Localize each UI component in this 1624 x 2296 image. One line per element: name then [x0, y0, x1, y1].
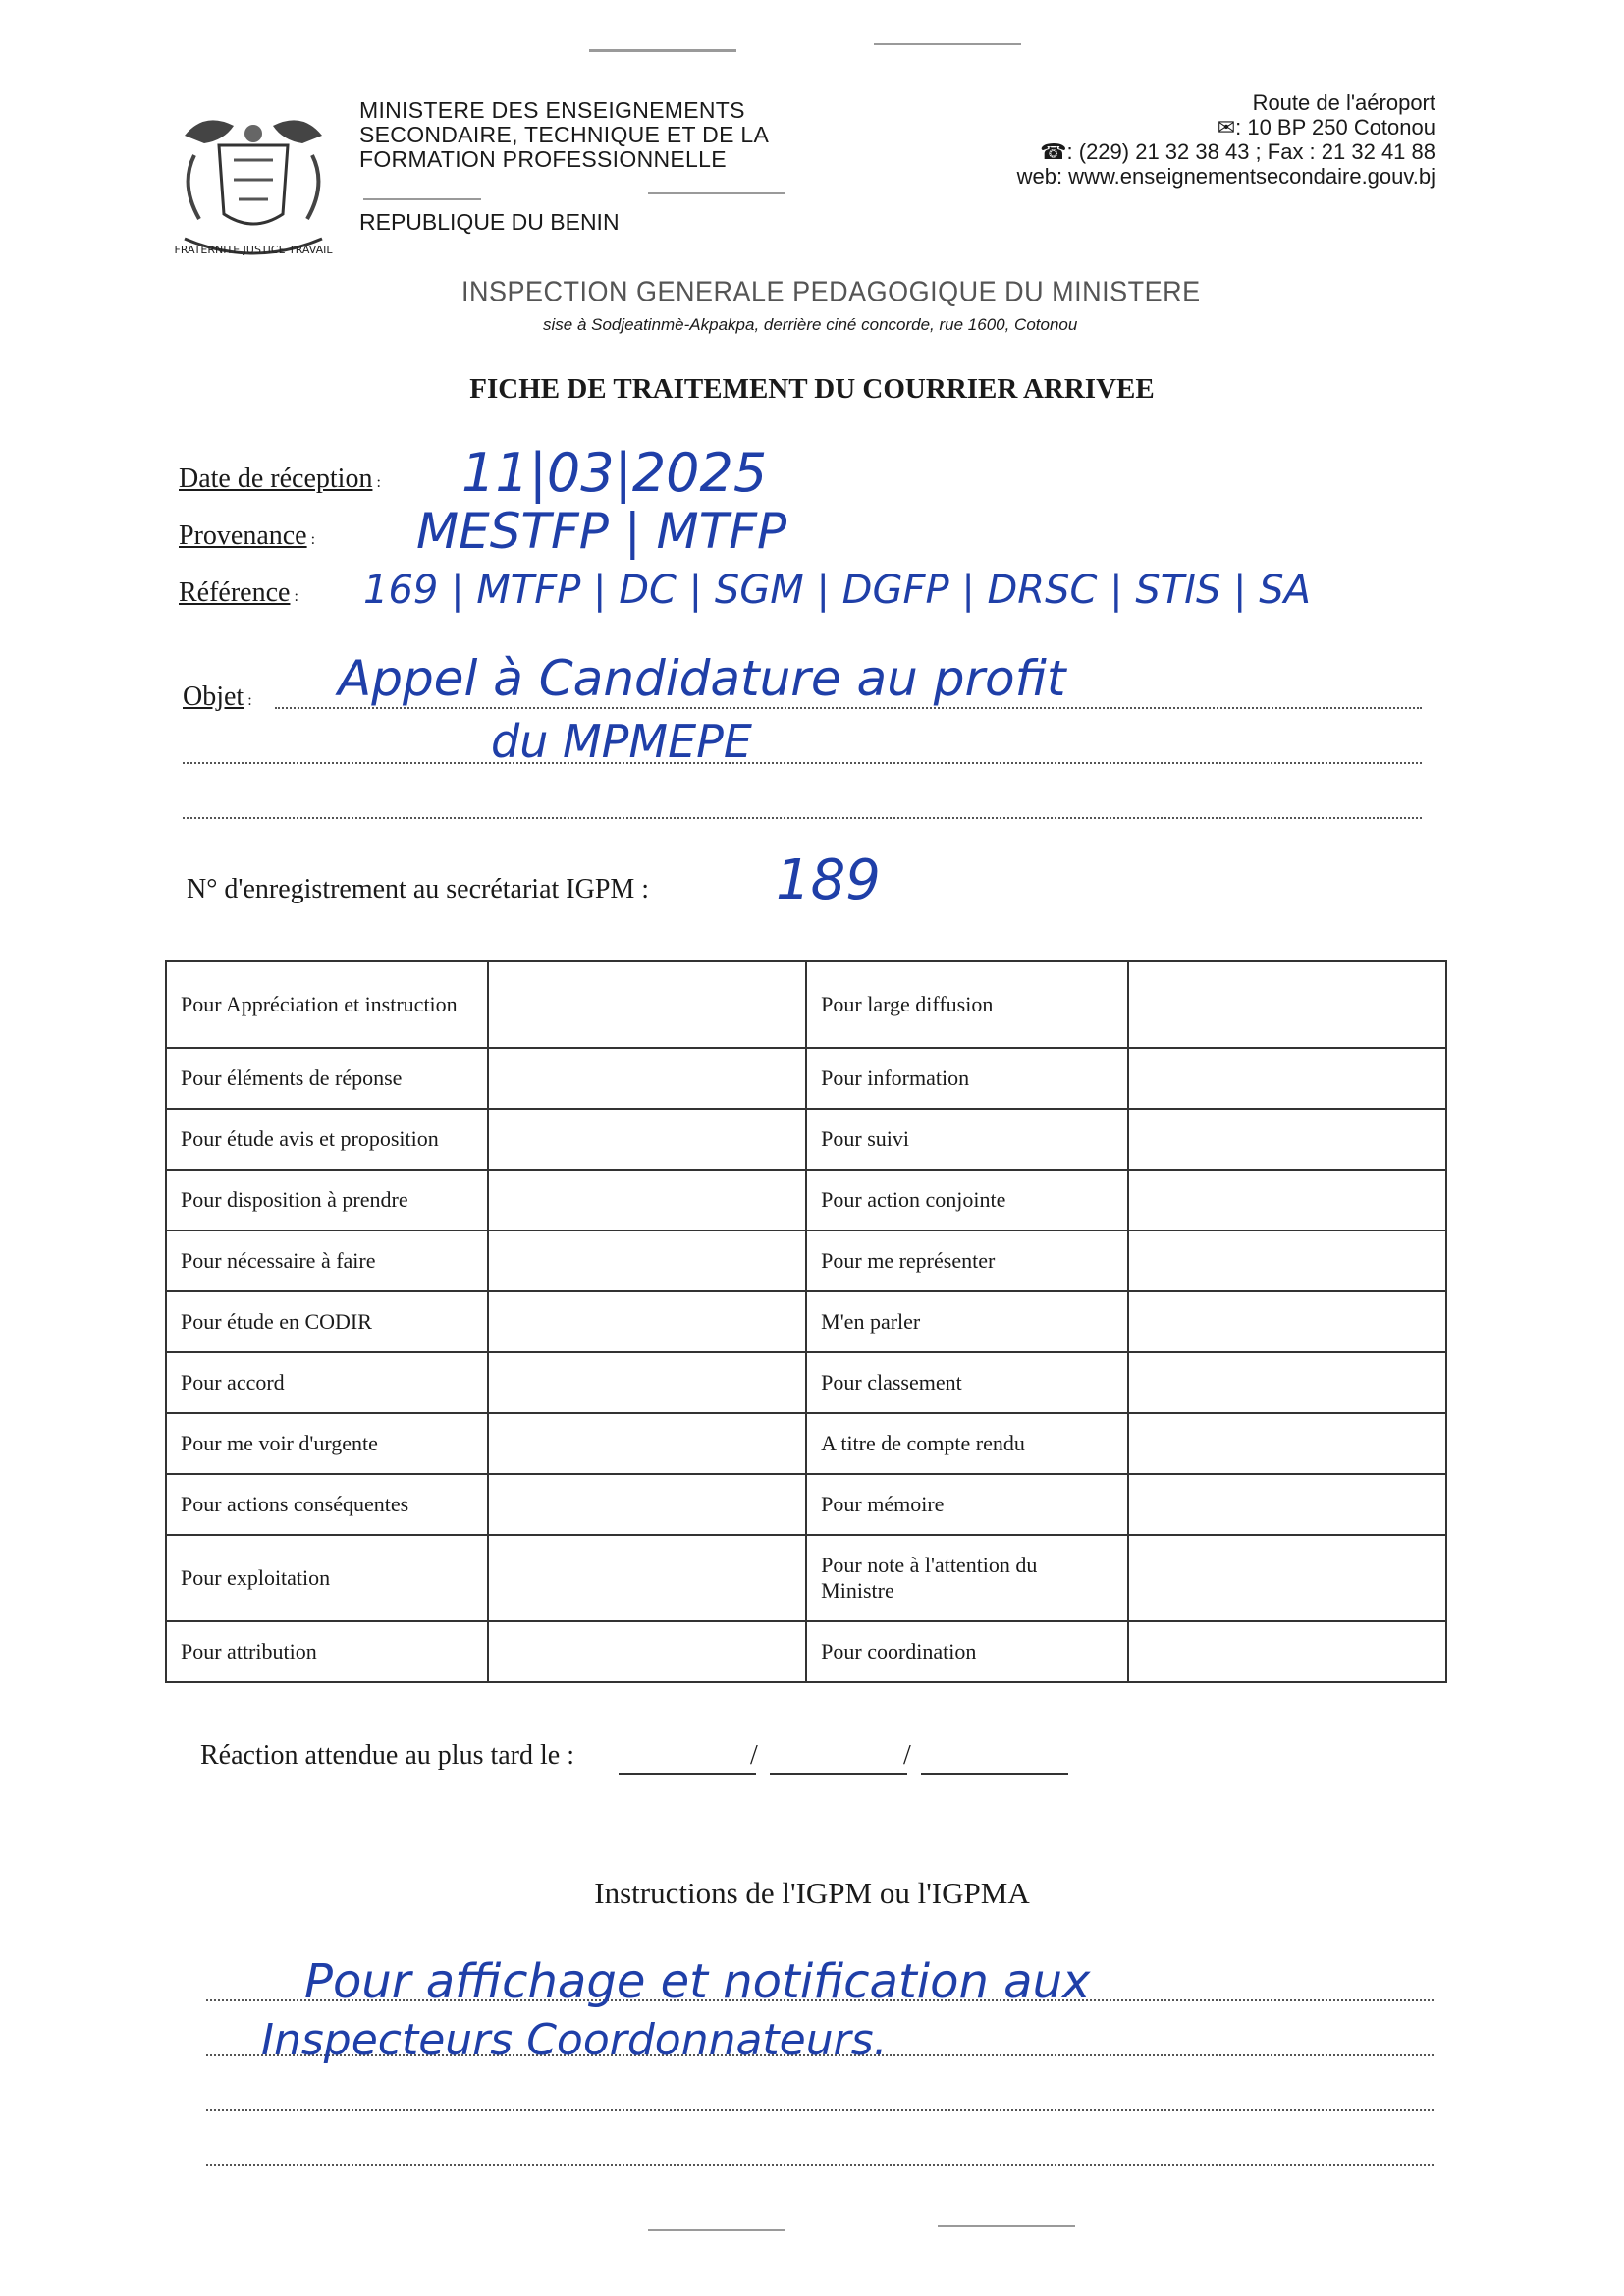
routing-checkbox[interactable] [488, 1535, 806, 1621]
routing-option-label: Pour accord [166, 1352, 488, 1413]
instructions-value: Inspecteurs Coordonnateurs. [261, 2015, 888, 2065]
routing-option-label: Pour éléments de réponse [166, 1048, 488, 1109]
ministry-line: FORMATION PROFESSIONNELLE [359, 146, 727, 172]
routing-option-label: Pour classement [806, 1352, 1128, 1413]
routing-checkbox[interactable] [1128, 1621, 1446, 1682]
republic-name: REPUBLIQUE DU BENIN [359, 209, 620, 235]
phone-icon: ☎ [1040, 139, 1067, 164]
reaction-year-field[interactable] [921, 1773, 1068, 1775]
routing-option-label: Pour note à l'attention du Ministre [806, 1535, 1128, 1621]
objet-value: du MPMEPE [491, 715, 752, 768]
routing-row [166, 1535, 1446, 1621]
routing-option-label: Pour action conjointe [806, 1170, 1128, 1230]
date-separator: / [903, 1740, 911, 1771]
routing-checkbox[interactable] [1128, 1535, 1446, 1621]
routing-checkbox[interactable] [1128, 1291, 1446, 1352]
routing-option-label: Pour étude avis et proposition [166, 1109, 488, 1170]
instructions-line [206, 2164, 1434, 2166]
routing-option-label: Pour nécessaire à faire [166, 1230, 488, 1291]
routing-option-label: Pour mémoire [806, 1474, 1128, 1535]
reaction-day-field[interactable] [619, 1773, 756, 1775]
routing-checkbox[interactable] [488, 1413, 806, 1474]
routing-checkbox[interactable] [488, 961, 806, 1048]
routing-checkbox[interactable] [488, 1352, 806, 1413]
provenance-label: Provenance : [179, 520, 316, 551]
instructions-value: Pour affichage et notification aux [304, 1954, 1091, 2009]
scan-mark [938, 2225, 1075, 2227]
reaction-label: Réaction attendue au plus tard le : [200, 1740, 574, 1771]
routing-checkbox[interactable] [488, 1170, 806, 1230]
crest-motto: FRATERNITE JUSTICE TRAVAIL [174, 244, 333, 256]
objet-line [275, 707, 1422, 709]
routing-option-label: Pour actions conséquentes [166, 1474, 488, 1535]
contact-postal: ✉: 10 BP 250 Cotonou [1217, 115, 1435, 139]
routing-option-label: Pour exploitation [166, 1535, 488, 1621]
inspection-title: INSPECTION GENERALE PEDAGOGIQUE DU MINISTERE [461, 276, 1201, 307]
routing-row [166, 1109, 1446, 1170]
registration-value: 189 [776, 848, 881, 912]
reference-value: 169 | MTFP | DC | SGM | DGFP | DRSC | STIS | SA [363, 568, 1311, 613]
registration-label: N° d'enregistrement au secrétariat IGPM : [187, 874, 650, 904]
provenance-value: MESTFP | MTFP [416, 503, 787, 560]
routing-checkbox[interactable] [488, 1230, 806, 1291]
ministry-name [359, 98, 769, 172]
scan-mark [589, 49, 736, 52]
routing-checkbox[interactable] [488, 1291, 806, 1352]
routing-checkbox[interactable] [1128, 1352, 1446, 1413]
routing-option-label: Pour Appréciation et instruction [166, 961, 488, 1048]
routing-table [165, 960, 1447, 1683]
reaction-month-field[interactable] [770, 1773, 907, 1775]
routing-checkbox[interactable] [1128, 1048, 1446, 1109]
routing-option-label: Pour attribution [166, 1621, 488, 1682]
routing-checkbox[interactable] [1128, 1170, 1446, 1230]
routing-checkbox[interactable] [1128, 961, 1446, 1048]
instructions-title: Instructions de l'IGPM ou l'IGPMA [594, 1876, 1030, 1910]
routing-checkbox[interactable] [488, 1109, 806, 1170]
routing-option-label: Pour large diffusion [806, 961, 1128, 1048]
routing-row [166, 1291, 1446, 1352]
contact-phone: ☎: (229) 21 32 38 43 ; Fax : 21 32 41 88 [1040, 139, 1435, 164]
date-value: 11|03|2025 [461, 442, 768, 504]
routing-checkbox[interactable] [1128, 1109, 1446, 1170]
scan-mark [648, 2229, 785, 2231]
routing-option-label: Pour me voir d'urgente [166, 1413, 488, 1474]
scan-mark [648, 192, 785, 194]
routing-checkbox[interactable] [488, 1474, 806, 1535]
routing-checkbox[interactable] [488, 1621, 806, 1682]
contact-web: web: www.enseignementsecondaire.gouv.bj [1016, 164, 1435, 189]
routing-row [166, 1170, 1446, 1230]
routing-checkbox[interactable] [1128, 1413, 1446, 1474]
ministry-line: SECONDAIRE, TECHNIQUE ET DE LA [359, 122, 770, 147]
routing-option-label: Pour me représenter [806, 1230, 1128, 1291]
routing-row [166, 1230, 1446, 1291]
routing-checkbox[interactable] [488, 1048, 806, 1109]
objet-line [183, 762, 1422, 764]
routing-option-label: Pour suivi [806, 1109, 1128, 1170]
routing-option-label: Pour information [806, 1048, 1128, 1109]
date-label: Date de réception : [179, 464, 381, 494]
routing-row [166, 1352, 1446, 1413]
mailbox-icon: ✉ [1217, 115, 1236, 139]
objet-label: Objet : [183, 682, 252, 712]
routing-row [166, 1474, 1446, 1535]
routing-row [166, 1413, 1446, 1474]
instructions-line [206, 2109, 1434, 2111]
routing-checkbox[interactable] [1128, 1474, 1446, 1535]
contact-block [1017, 90, 1435, 189]
form-title: FICHE DE TRAITEMENT DU COURRIER ARRIVEE [469, 373, 1155, 405]
crest-icon [165, 106, 342, 263]
ministry-line: MINISTERE DES ENSEIGNEMENTS [359, 97, 745, 123]
routing-checkbox[interactable] [1128, 1230, 1446, 1291]
scan-mark [874, 43, 1021, 45]
date-separator: / [750, 1740, 758, 1771]
routing-row [166, 1048, 1446, 1109]
inspection-address: sise à Sodjeatinmè-Akpakpa, derrière ciné concorde, rue 1600, Cotonou [543, 315, 1078, 334]
routing-option-label: Pour disposition à prendre [166, 1170, 488, 1230]
routing-row [166, 1621, 1446, 1682]
routing-option-label: M'en parler [806, 1291, 1128, 1352]
objet-line [183, 817, 1422, 819]
routing-row [166, 961, 1446, 1048]
routing-option-label: Pour coordination [806, 1621, 1128, 1682]
routing-option-label: Pour étude en CODIR [166, 1291, 488, 1352]
reference-label: Référence : [179, 577, 298, 608]
scan-mark [363, 198, 481, 200]
routing-option-label: A titre de compte rendu [806, 1413, 1128, 1474]
objet-value: Appel à Candidature au profit [338, 650, 1066, 707]
contact-route: Route de l'aéroport [1252, 90, 1435, 115]
